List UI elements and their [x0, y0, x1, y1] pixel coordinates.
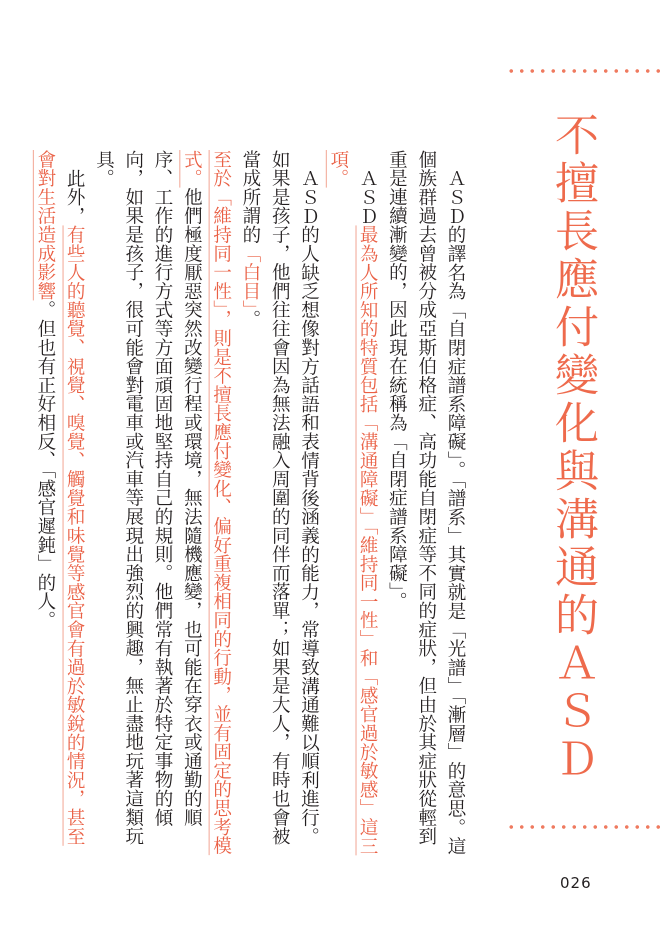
- paragraph-3: [236, 150, 324, 860]
- paragraph-3-text: ＡＳＤ的人缺乏想像對方話語和表情背後涵義的能力，常導致溝通難以順利進行。如果是孩子，他們往往會因為無法融入周圍的同伴而落單；如果是大人，有時也會被當成所謂的: [239, 150, 320, 846]
- page-number: 026: [560, 874, 592, 892]
- paragraph-3-highlight: 「白目」: [239, 244, 261, 310]
- paragraph-2: [324, 150, 383, 860]
- paragraph-5-lead: 此外，: [64, 168, 86, 225]
- dotted-divider-top: [506, 67, 663, 75]
- paragraph-2-lead: ＡＳＤ: [357, 168, 379, 225]
- paragraph-5: [31, 150, 90, 860]
- paragraph-3-end: 。: [239, 309, 261, 329]
- dotted-divider-bottom: [506, 823, 663, 831]
- chapter-title: 不擅長應付變化與溝通的ＡＳＤ: [547, 112, 598, 784]
- paragraph-1: ＡＳＤ的譯名為「自閉症譜系障礙」。「譜系」其實就是「光譜」「漸層」的意思。這個族群過去曾被分成亞斯伯格症、高功能自閉症等不同的症狀，但由於其症狀從輕到重是連續漸變的，因此現在統稱為「自閉症譜系障礙」。: [386, 150, 466, 856]
- paragraph-5-highlight: 有些人的聽覺、視覺、嗅覺、觸覺和味覺等感官會有過於敏銳的情況，甚至會對生活造成影響: [34, 150, 86, 846]
- paragraph-4: [89, 150, 235, 860]
- paragraph-4-text: 他們極度厭惡突然改變行程或環境，無法隨機應變，也可能在穿衣或通勤的順序、工作的進行方式等方面頑固地堅持自己的規則。他們常有執著於特定事物的傾向，如果是孩子，很可能會對電車或汽車等展現出強烈的興趣，無止盡地玩著這類玩具。: [93, 150, 203, 846]
- paragraph-2-highlight: 最為人所知的特質包括「溝通障礙」「維持同一性」和「感官過於敏感」這三項。: [327, 150, 379, 855]
- paragraph-4-highlight: 至於「維持同一性」，則是不擅長應付變化、偏好重複相同的行動，並有固定的思考模式。: [181, 150, 232, 856]
- body-text: [34, 150, 470, 860]
- paragraph-5-end: 。但也有正好相反、「感官遲鈍」的人。: [34, 300, 56, 630]
